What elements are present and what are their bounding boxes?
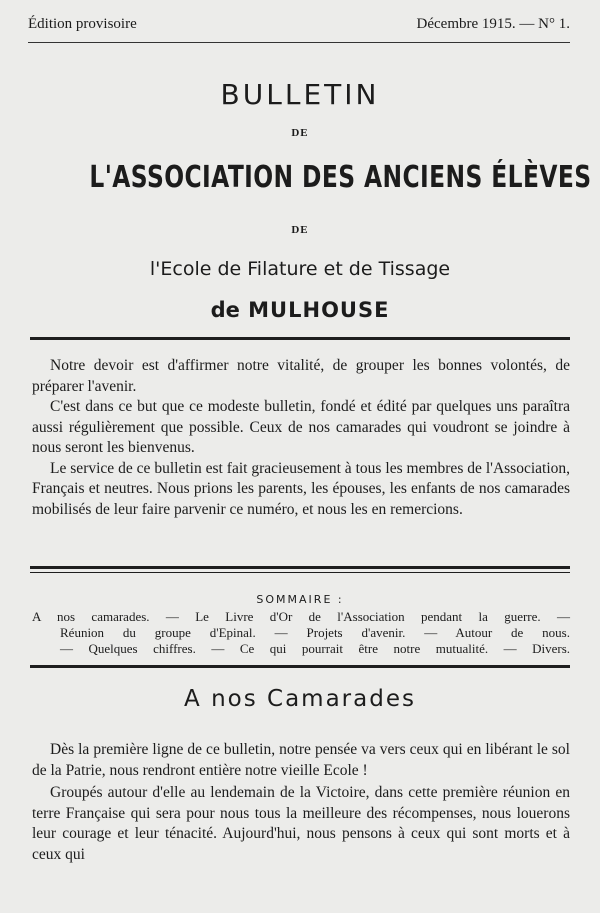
masthead-association: L'ASSOCIATION DES ANCIENS ÉLÈVES	[89, 160, 592, 195]
masthead-city	[30, 298, 570, 322]
sommaire-body	[32, 609, 570, 657]
masthead-de-small: de	[210, 298, 240, 322]
masthead-de-1: DE	[291, 127, 309, 139]
intro-paragraph: C'est dans ce but que ce modeste bulletin, fondé et édité par quelques uns paraîtra aussi régulièrement que possible. Ceux de nos camarades qui voudront se joindre à nous seront les bienvenus.	[32, 398, 570, 456]
issue-date-number: Décembre 1915. — N° 1.	[416, 16, 570, 32]
intro-paragraph: Le service de ce bulletin est fait gracieusement à tous les membres de l'Association, Français et neutres. Nous prions les parents, les épouses, les enfants de nos camarades mobilisés de leur faire parvenir ce numéro, et nous les en remercions.	[32, 459, 570, 518]
masthead-de-2: DE	[291, 224, 309, 236]
sommaire-top-rule-thick	[30, 566, 570, 569]
intro-paragraph: Notre devoir est d'affirmer notre vitalité, de grouper les bonnes volontés, de préparer l'avenir.	[32, 357, 570, 395]
sommaire-title: SOMMAIRE :	[256, 593, 344, 606]
section-title: A nos Camarades	[184, 686, 416, 712]
header-rule	[28, 42, 570, 43]
masthead-ecole: l'Ecole de Filature et de Tissage	[149, 258, 451, 280]
intro-text	[32, 356, 570, 520]
masthead-city-name: MULHOUSE	[248, 298, 390, 322]
masthead-bulletin: BULLETIN	[220, 78, 380, 111]
sommaire-bottom-rule	[30, 665, 570, 668]
section-body	[32, 740, 570, 867]
sommaire-top-rule-thin	[30, 572, 570, 573]
page-header	[28, 16, 570, 36]
edition-label: Édition provisoire	[28, 16, 137, 32]
sommaire-line: A nos camarades. — Le Livre d'Or de l'Association pendant la guerre. —	[32, 609, 570, 624]
section-paragraph: Dès la première ligne de ce bulletin, notre pensée va vers ceux qui en libérant le sol de la Patrie, nous rendront entière notre vieille Ecole !	[32, 741, 570, 779]
sommaire-line: Réunion du groupe d'Epinal. — Projets d'avenir. — Autour de nous.	[60, 625, 570, 640]
sommaire-line: — Quelques chiffres. — Ce qui pourrait être notre mutualité. — Divers.	[60, 641, 570, 656]
masthead-rule	[30, 337, 570, 340]
section-paragraph: Groupés autour d'elle au lendemain de la Victoire, dans cette première réunion en terre Française qui sera pour nous tous la meilleure des récompenses, nous louerons leur courage et leur ténacité. Aujourd'hui, nous pensons à ceux qui sont morts et à ceux qui	[32, 784, 570, 863]
